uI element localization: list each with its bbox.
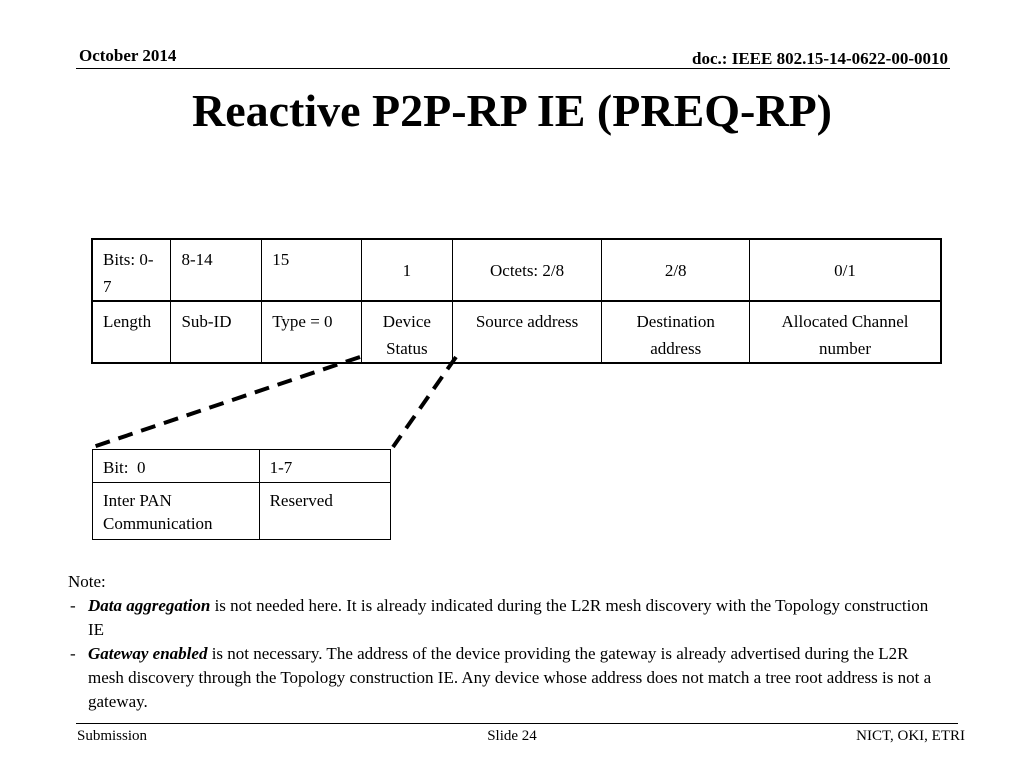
table-cell: Reserved [259, 483, 390, 540]
note-text: is not necessary. The address of the device providing the gateway is already advertised during the L2R mesh discovery through the Topology construction IE. Any device whose address does not match a tree root address is not a gateway. [88, 644, 932, 711]
ie-format-table [91, 238, 942, 364]
table-cell: Bit: 0 [93, 450, 260, 483]
header-date: October 2014 [79, 46, 177, 65]
table-cell: Sub-ID [171, 301, 262, 363]
device-status-table [92, 449, 391, 540]
note-bullet: - [70, 596, 76, 615]
slide-title: Reactive P2P-RP IE (PREQ-RP) [191, 85, 832, 136]
table-cell: 8-14 [171, 239, 262, 301]
note-term: Gateway enabled [88, 644, 208, 663]
footer-authors: NICT, OKI, ETRI [856, 728, 965, 744]
table-cell: 1 [361, 239, 452, 301]
note-heading: Note: [68, 572, 106, 591]
note-bullet: - [70, 644, 76, 663]
note-item [68, 642, 948, 714]
table-row-bits [92, 239, 941, 301]
table-cell: Destination address [602, 301, 750, 363]
footer-submission: Submission [77, 728, 148, 744]
note-term: Data aggregation [88, 596, 211, 615]
connector-line-left [93, 357, 360, 447]
footer-divider [76, 723, 958, 724]
table-cell: Source address [452, 301, 602, 363]
table-cell: 15 [262, 239, 362, 301]
table-cell: 0/1 [750, 239, 941, 301]
table-cell: Length [92, 301, 171, 363]
connector-line-right [393, 357, 456, 447]
note-item [68, 594, 948, 642]
table-row-fields [92, 301, 941, 363]
table-row-bits [93, 450, 391, 483]
header-doc-id: doc.: IEEE 802.15-14-0622-00-0010 [692, 49, 948, 68]
note-block [68, 570, 948, 714]
table-cell: Bits: 0-7 [92, 239, 171, 301]
footer-slide-number: Slide 24 [487, 728, 537, 744]
table-cell: 1-7 [259, 450, 390, 483]
note-text: is not needed here. It is already indicated during the L2R mesh discovery with the Topology construction IE [88, 596, 929, 639]
table-row-fields [93, 483, 391, 540]
table-cell: Allocated Channel number [750, 301, 941, 363]
table-cell: 2/8 [602, 239, 750, 301]
table-cell: Device Status [361, 301, 452, 363]
table-cell: Octets: 2/8 [452, 239, 602, 301]
table-cell: Type = 0 [262, 301, 362, 363]
table-cell: Inter PAN Communication [93, 483, 260, 540]
